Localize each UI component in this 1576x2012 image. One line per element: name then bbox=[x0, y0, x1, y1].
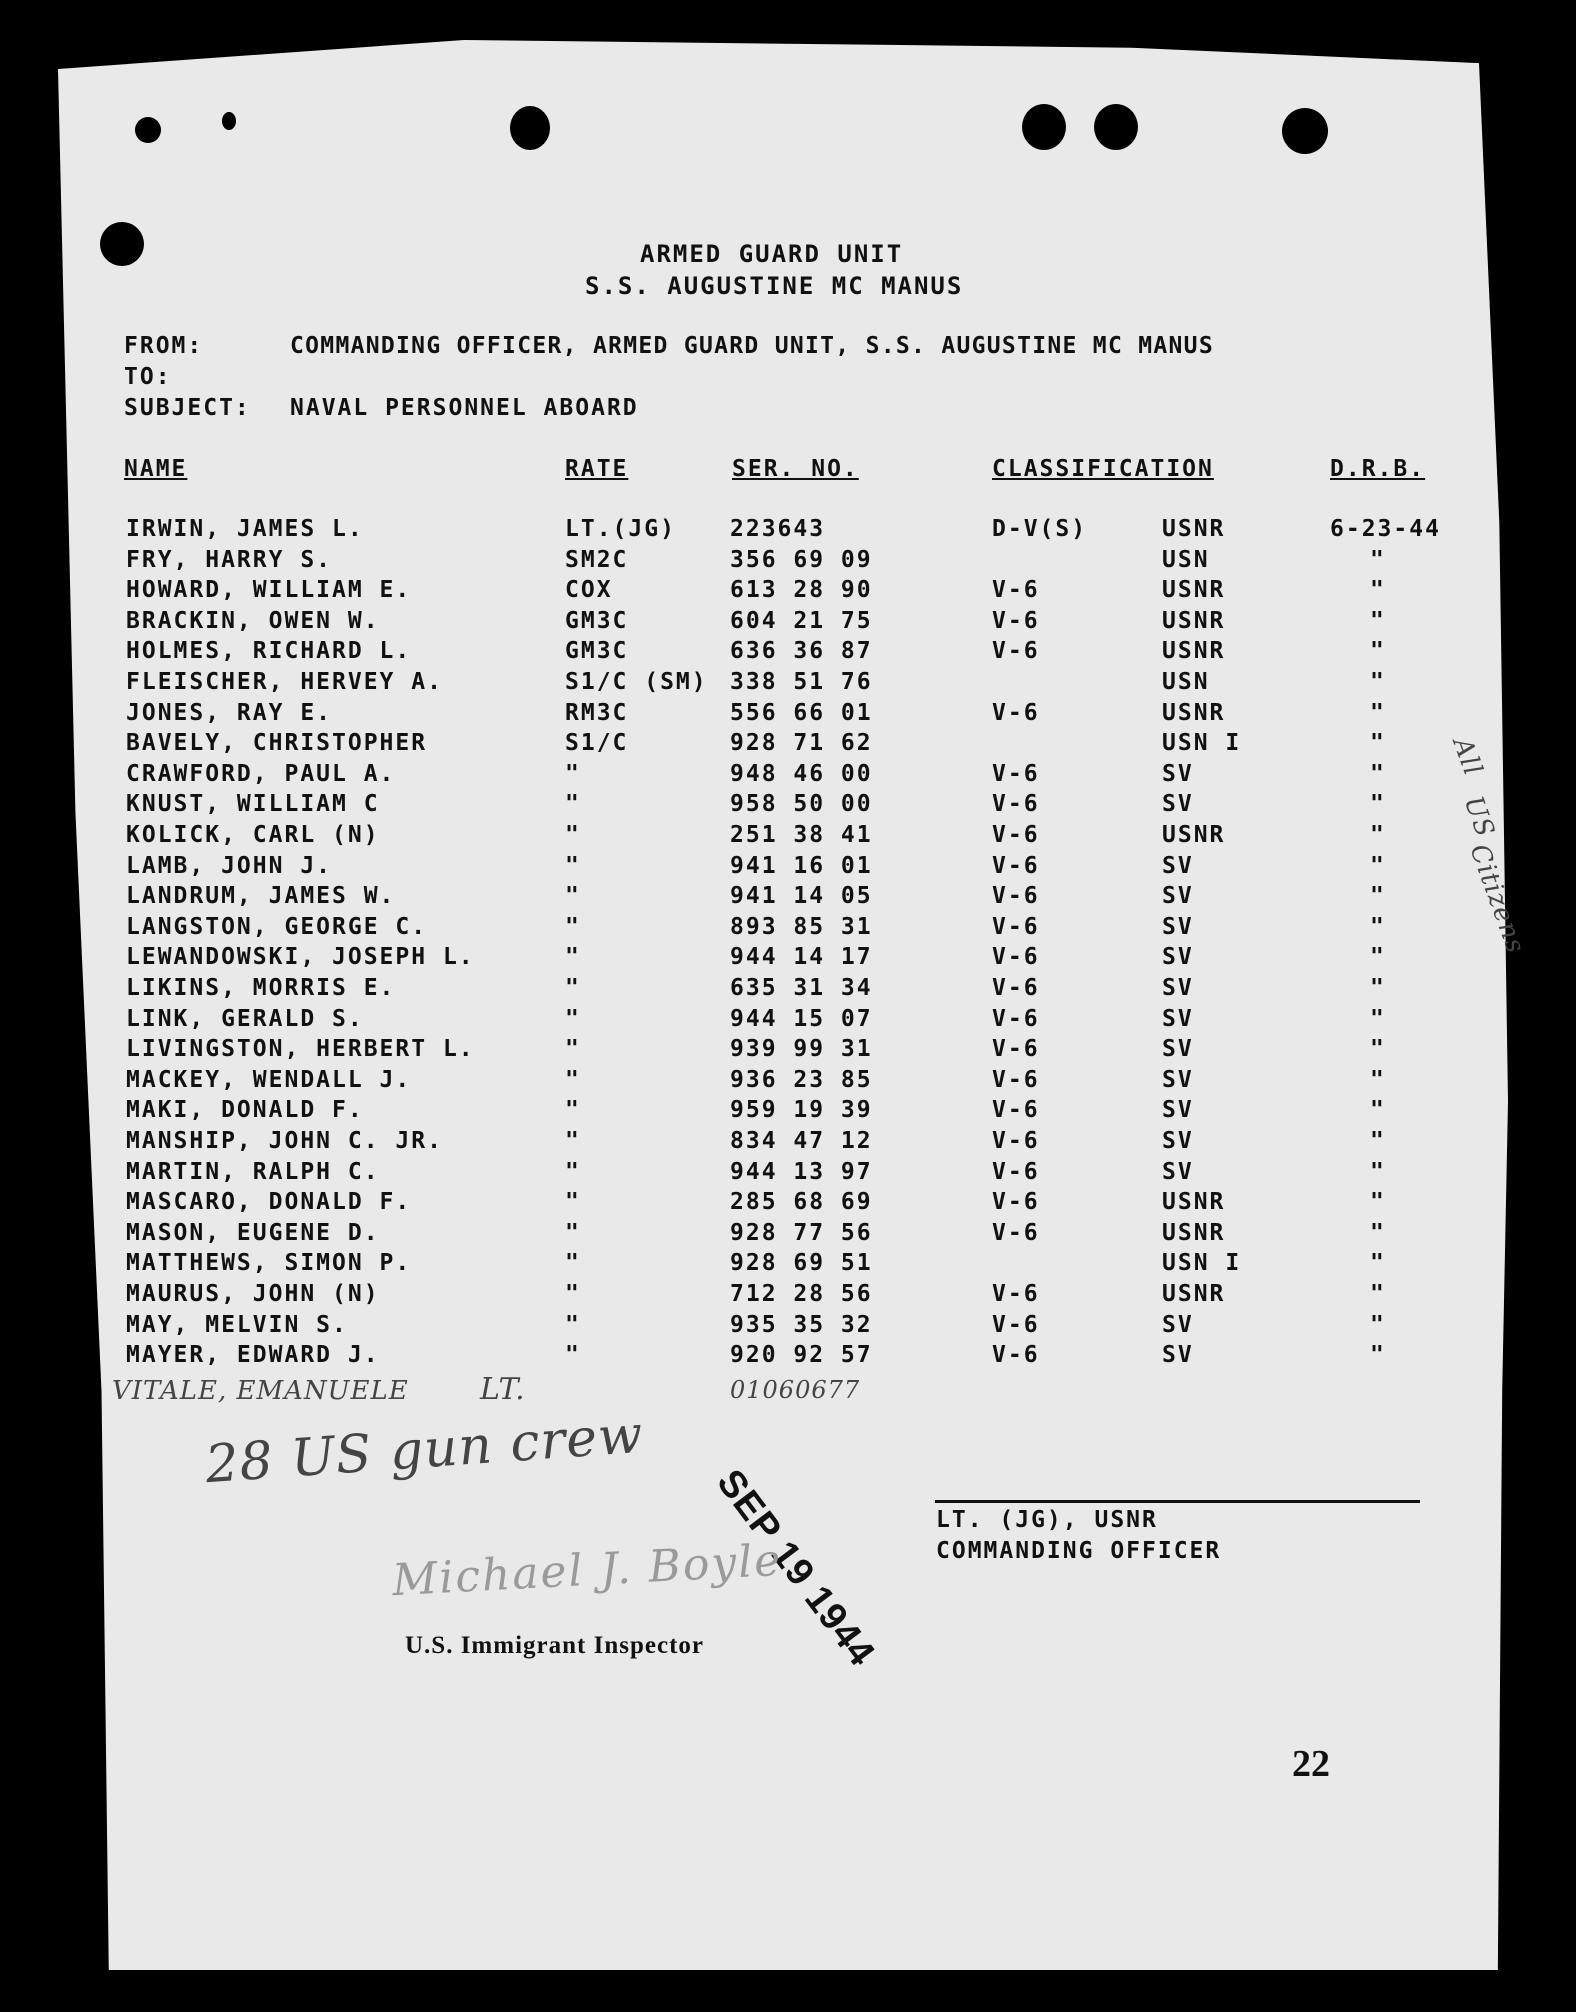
row-serial-number: 928 69 51 bbox=[730, 1250, 873, 1277]
row-classification: V-6 bbox=[992, 913, 1040, 940]
table-row bbox=[0, 1189, 1576, 1219]
row-rate: S1/C bbox=[565, 730, 629, 757]
row-branch: SV bbox=[1162, 760, 1194, 787]
row-name: LINK, GERALD S. bbox=[126, 1005, 364, 1032]
subject-value: NAVAL PERSONNEL ABOARD bbox=[290, 395, 639, 421]
row-name: MANSHIP, JOHN C. JR. bbox=[126, 1128, 443, 1154]
row-classification: V-6 bbox=[992, 883, 1040, 910]
row-serial-number: 223643 bbox=[730, 516, 826, 542]
row-classification: D-V(S) bbox=[992, 516, 1088, 542]
handwritten-margin-note-2: US bbox=[1457, 792, 1501, 842]
row-branch: SV bbox=[1162, 1311, 1194, 1338]
handwritten-extra-rate: LT. bbox=[480, 1372, 526, 1407]
row-serial-number: 941 14 05 bbox=[730, 883, 873, 910]
table-row bbox=[0, 1342, 1576, 1372]
row-branch: SV bbox=[1162, 944, 1194, 971]
row-serial-number: 936 23 85 bbox=[730, 1066, 873, 1093]
row-serial-number: 959 19 39 bbox=[730, 1097, 873, 1124]
row-drb: " bbox=[1370, 1036, 1386, 1063]
row-rate: " bbox=[565, 1250, 581, 1277]
handwritten-margin-note-1: All bbox=[1446, 733, 1488, 781]
row-drb: " bbox=[1370, 822, 1386, 848]
row-rate: " bbox=[565, 1158, 581, 1185]
row-classification: V-6 bbox=[992, 1281, 1040, 1307]
row-drb: " bbox=[1370, 1066, 1386, 1093]
from-value: COMMANDING OFFICER, ARMED GUARD UNIT, S.S. AUGUSTINE MC MANUS bbox=[290, 333, 1214, 359]
row-rate: " bbox=[565, 822, 581, 848]
row-drb: " bbox=[1370, 1311, 1386, 1338]
handwritten-extra-name: VITALE, EMANUELE bbox=[112, 1376, 409, 1406]
table-row bbox=[0, 516, 1576, 546]
column-header-classification: CLASSIFICATION bbox=[992, 456, 1214, 482]
row-rate: " bbox=[565, 913, 581, 940]
inspector-label: U.S. Immigrant Inspector bbox=[405, 1632, 704, 1659]
row-rate: " bbox=[565, 852, 581, 879]
table-row bbox=[0, 791, 1576, 821]
table-row bbox=[0, 975, 1576, 1005]
row-branch: USNR bbox=[1162, 638, 1226, 665]
row-branch: SV bbox=[1162, 1342, 1194, 1369]
row-branch: USNR bbox=[1162, 516, 1226, 542]
row-rate: " bbox=[565, 791, 581, 818]
row-name: MAYER, EDWARD J. bbox=[126, 1342, 380, 1369]
row-serial-number: 635 31 34 bbox=[730, 975, 873, 1001]
table-row bbox=[0, 577, 1576, 607]
row-branch: USN I bbox=[1162, 1250, 1242, 1277]
row-rate: GM3C bbox=[565, 638, 629, 665]
row-branch: USNR bbox=[1162, 699, 1226, 726]
table-row bbox=[0, 547, 1576, 577]
row-rate: " bbox=[565, 1311, 581, 1338]
row-classification: V-6 bbox=[992, 975, 1040, 1001]
table-row bbox=[0, 883, 1576, 913]
row-branch: SV bbox=[1162, 913, 1194, 940]
row-name: MARTIN, RALPH C. bbox=[126, 1158, 380, 1185]
row-name: LIKINS, MORRIS E. bbox=[126, 975, 396, 1001]
row-name: LANDRUM, JAMES W. bbox=[126, 883, 396, 910]
row-classification: V-6 bbox=[992, 607, 1040, 634]
row-classification: V-6 bbox=[992, 1128, 1040, 1154]
row-serial-number: 712 28 56 bbox=[730, 1281, 873, 1307]
row-classification: V-6 bbox=[992, 1066, 1040, 1093]
row-serial-number: 338 51 76 bbox=[730, 669, 873, 695]
column-header-name: NAME bbox=[124, 456, 188, 482]
row-drb: " bbox=[1370, 546, 1386, 573]
row-serial-number: 834 47 12 bbox=[730, 1128, 873, 1154]
column-header-drb: D.R.B. bbox=[1330, 456, 1426, 482]
row-classification: V-6 bbox=[992, 577, 1040, 604]
page-number: 22 bbox=[1292, 1743, 1330, 1785]
row-drb: " bbox=[1370, 944, 1386, 971]
from-label: FROM: bbox=[124, 333, 204, 359]
row-drb: " bbox=[1370, 1189, 1386, 1216]
row-rate: " bbox=[565, 1097, 581, 1124]
row-branch: USN I bbox=[1162, 730, 1242, 757]
row-serial-number: 356 69 09 bbox=[730, 546, 873, 573]
row-drb: " bbox=[1370, 699, 1386, 726]
row-branch: USNR bbox=[1162, 1281, 1226, 1307]
row-branch: USN bbox=[1162, 546, 1210, 573]
row-branch: SV bbox=[1162, 1036, 1194, 1063]
row-name: MAURUS, JOHN (N) bbox=[126, 1281, 380, 1307]
row-branch: SV bbox=[1162, 1097, 1194, 1124]
row-branch: SV bbox=[1162, 1066, 1194, 1093]
row-rate: " bbox=[565, 1128, 581, 1154]
row-serial-number: 920 92 57 bbox=[730, 1342, 873, 1369]
officer-rank: LT. (JG), USNR bbox=[936, 1507, 1158, 1533]
table-row bbox=[0, 608, 1576, 638]
row-rate: " bbox=[565, 760, 581, 787]
row-branch: USNR bbox=[1162, 607, 1226, 634]
row-branch: SV bbox=[1162, 791, 1194, 818]
row-drb: " bbox=[1370, 638, 1386, 665]
row-drb: " bbox=[1370, 1281, 1386, 1307]
row-name: MATTHEWS, SIMON P. bbox=[126, 1250, 412, 1277]
row-classification: V-6 bbox=[992, 852, 1040, 879]
handwritten-extra-ser: 01060677 bbox=[730, 1376, 861, 1404]
table-row bbox=[0, 700, 1576, 730]
row-branch: USNR bbox=[1162, 1219, 1226, 1246]
to-label: TO: bbox=[124, 364, 172, 390]
row-classification: V-6 bbox=[992, 760, 1040, 787]
row-serial-number: 285 68 69 bbox=[730, 1189, 873, 1216]
row-classification: V-6 bbox=[992, 1189, 1040, 1216]
row-drb: " bbox=[1370, 913, 1386, 940]
row-serial-number: 556 66 01 bbox=[730, 699, 873, 726]
table-row bbox=[0, 730, 1576, 760]
row-rate: S1/C (SM) bbox=[565, 669, 708, 695]
table-row bbox=[0, 822, 1576, 852]
row-serial-number: 944 14 17 bbox=[730, 944, 873, 971]
row-branch: SV bbox=[1162, 1005, 1194, 1032]
row-name: CRAWFORD, PAUL A. bbox=[126, 760, 396, 787]
row-drb: " bbox=[1370, 607, 1386, 634]
table-row bbox=[0, 761, 1576, 791]
row-drb: " bbox=[1370, 669, 1386, 695]
date-stamp: SEP 19 1944 bbox=[708, 1462, 883, 1675]
row-drb: 6-23-44 bbox=[1330, 516, 1441, 542]
row-classification: V-6 bbox=[992, 944, 1040, 971]
row-rate: " bbox=[565, 1342, 581, 1369]
row-drb: " bbox=[1370, 975, 1386, 1001]
row-drb: " bbox=[1370, 1250, 1386, 1277]
row-serial-number: 928 71 62 bbox=[730, 730, 873, 757]
row-drb: " bbox=[1370, 852, 1386, 879]
row-branch: SV bbox=[1162, 883, 1194, 910]
row-name: FLEISCHER, HERVEY A. bbox=[126, 669, 443, 695]
table-row bbox=[0, 1220, 1576, 1250]
row-rate: SM2C bbox=[565, 546, 629, 573]
row-classification: V-6 bbox=[992, 1097, 1040, 1124]
row-branch: SV bbox=[1162, 1128, 1194, 1154]
table-row bbox=[0, 853, 1576, 883]
row-name: HOLMES, RICHARD L. bbox=[126, 638, 412, 665]
row-rate: " bbox=[565, 1219, 581, 1246]
row-drb: " bbox=[1370, 1158, 1386, 1185]
row-name: LAMB, JOHN J. bbox=[126, 852, 333, 879]
row-drb: " bbox=[1370, 1128, 1386, 1154]
row-rate: RM3C bbox=[565, 699, 629, 726]
column-header-ser-no: SER. NO. bbox=[732, 456, 859, 482]
row-name: MAKI, DONALD F. bbox=[126, 1097, 364, 1124]
table-row bbox=[0, 1312, 1576, 1342]
row-branch: SV bbox=[1162, 975, 1194, 1001]
row-classification: V-6 bbox=[992, 791, 1040, 818]
row-rate: " bbox=[565, 944, 581, 971]
row-name: BRACKIN, OWEN W. bbox=[126, 607, 380, 634]
row-drb: " bbox=[1370, 730, 1386, 757]
row-serial-number: 928 77 56 bbox=[730, 1219, 873, 1246]
row-name: KOLICK, CARL (N) bbox=[126, 822, 380, 848]
row-name: KNUST, WILLIAM C bbox=[126, 791, 380, 818]
row-serial-number: 944 15 07 bbox=[730, 1005, 873, 1032]
table-row bbox=[0, 1159, 1576, 1189]
row-serial-number: 935 35 32 bbox=[730, 1311, 873, 1338]
row-name: LIVINGSTON, HERBERT L. bbox=[126, 1036, 475, 1063]
row-drb: " bbox=[1370, 883, 1386, 910]
column-header-rate: RATE bbox=[565, 456, 629, 482]
row-serial-number: 604 21 75 bbox=[730, 607, 873, 634]
table-row bbox=[0, 1036, 1576, 1066]
table-row bbox=[0, 1067, 1576, 1097]
table-row bbox=[0, 1006, 1576, 1036]
row-serial-number: 958 50 00 bbox=[730, 791, 873, 818]
row-drb: " bbox=[1370, 577, 1386, 604]
row-serial-number: 939 99 31 bbox=[730, 1036, 873, 1063]
row-branch: USNR bbox=[1162, 1189, 1226, 1216]
row-classification: V-6 bbox=[992, 1005, 1040, 1032]
row-branch: SV bbox=[1162, 1158, 1194, 1185]
row-serial-number: 251 38 41 bbox=[730, 822, 873, 848]
row-name: LEWANDOWSKI, JOSEPH L. bbox=[126, 944, 475, 971]
handwritten-margin-note-3: Citizens bbox=[1463, 840, 1531, 958]
row-classification: V-6 bbox=[992, 1158, 1040, 1185]
row-name: JONES, RAY E. bbox=[126, 699, 333, 726]
table-row bbox=[0, 914, 1576, 944]
row-classification: V-6 bbox=[992, 1219, 1040, 1246]
row-serial-number: 613 28 90 bbox=[730, 577, 873, 604]
row-rate: " bbox=[565, 1036, 581, 1063]
row-rate: " bbox=[565, 1066, 581, 1093]
row-rate: " bbox=[565, 883, 581, 910]
officer-title: COMMANDING OFFICER bbox=[936, 1538, 1222, 1564]
table-row bbox=[0, 1128, 1576, 1158]
row-branch: USNR bbox=[1162, 822, 1226, 848]
document-title: ARMED GUARD UNIT bbox=[640, 240, 904, 268]
row-classification: V-6 bbox=[992, 1036, 1040, 1063]
row-branch: SV bbox=[1162, 852, 1194, 879]
row-name: MASON, EUGENE D. bbox=[126, 1219, 380, 1246]
row-drb: " bbox=[1370, 760, 1386, 787]
row-name: MAY, MELVIN S. bbox=[126, 1311, 348, 1338]
table-row bbox=[0, 669, 1576, 699]
row-classification: V-6 bbox=[992, 822, 1040, 848]
row-classification: V-6 bbox=[992, 1342, 1040, 1369]
row-serial-number: 893 85 31 bbox=[730, 913, 873, 940]
table-row bbox=[0, 1250, 1576, 1280]
row-name: MACKEY, WENDALL J. bbox=[126, 1066, 412, 1093]
row-serial-number: 941 16 01 bbox=[730, 852, 873, 879]
row-name: LANGSTON, GEORGE C. bbox=[126, 913, 428, 940]
row-name: IRWIN, JAMES L. bbox=[126, 516, 364, 542]
row-name: MASCARO, DONALD F. bbox=[126, 1189, 412, 1216]
row-drb: " bbox=[1370, 1219, 1386, 1246]
row-rate: " bbox=[565, 975, 581, 1001]
row-classification: V-6 bbox=[992, 638, 1040, 665]
row-drb: " bbox=[1370, 1097, 1386, 1124]
handwritten-total-note: 28 US gun crew bbox=[203, 1404, 646, 1496]
row-name: HOWARD, WILLIAM E. bbox=[126, 577, 412, 604]
row-rate: " bbox=[565, 1189, 581, 1216]
row-drb: " bbox=[1370, 791, 1386, 818]
row-drb: " bbox=[1370, 1342, 1386, 1369]
row-serial-number: 948 46 00 bbox=[730, 760, 873, 787]
row-classification: V-6 bbox=[992, 1311, 1040, 1338]
row-serial-number: 636 36 87 bbox=[730, 638, 873, 665]
row-name: FRY, HARRY S. bbox=[126, 546, 333, 573]
row-name: BAVELY, CHRISTOPHER bbox=[126, 730, 428, 757]
row-rate: " bbox=[565, 1005, 581, 1032]
row-serial-number: 944 13 97 bbox=[730, 1158, 873, 1185]
table-row bbox=[0, 944, 1576, 974]
row-rate: " bbox=[565, 1281, 581, 1307]
inspector-signature: Michael J. Boyle bbox=[390, 1534, 784, 1607]
table-row bbox=[0, 1097, 1576, 1127]
subject-label: SUBJECT: bbox=[124, 395, 251, 421]
table-row bbox=[0, 1281, 1576, 1311]
row-rate: GM3C bbox=[565, 607, 629, 634]
ship-name: S.S. AUGUSTINE MC MANUS bbox=[585, 272, 964, 300]
row-rate: COX bbox=[565, 577, 613, 604]
row-classification: V-6 bbox=[992, 699, 1040, 726]
row-branch: USN bbox=[1162, 669, 1210, 695]
table-row bbox=[0, 638, 1576, 668]
signature-line bbox=[935, 1500, 1420, 1503]
row-drb: " bbox=[1370, 1005, 1386, 1032]
row-rate: LT.(JG) bbox=[565, 516, 676, 542]
row-branch: USNR bbox=[1162, 577, 1226, 604]
